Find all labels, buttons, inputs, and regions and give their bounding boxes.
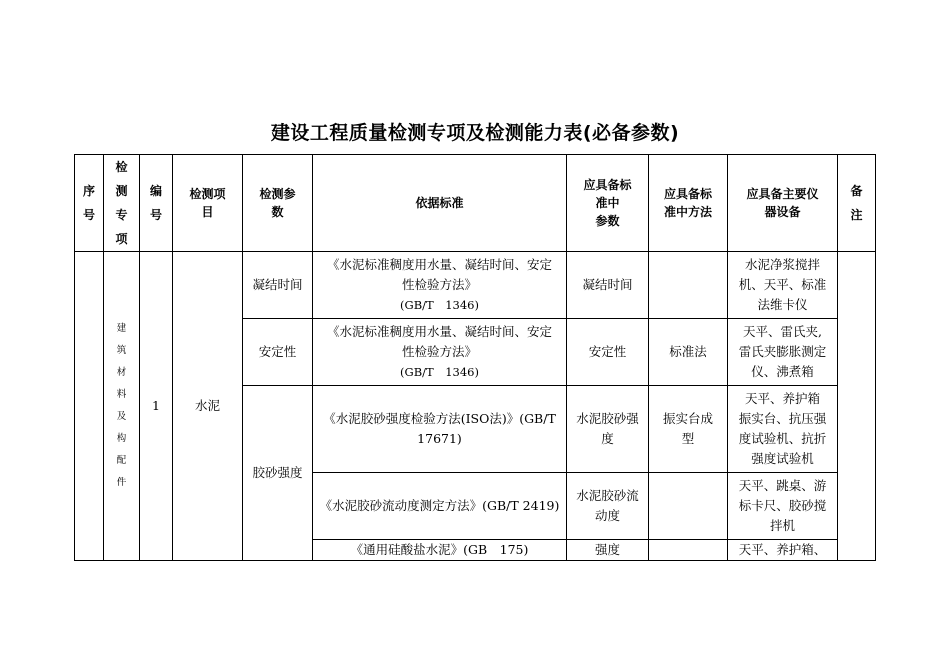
capability-table [74,154,876,561]
header-equipment: 应具备主要仪 器设备 [728,155,838,252]
method-cell: 振实台成 型 [649,386,728,473]
param-cell: 安定性 [243,319,313,386]
serial-cell [75,252,104,561]
equipment-cell: 水泥净浆搅拌 机、天平、标准 法维卡仪 [728,252,838,319]
header-number: 编 号 [140,155,173,252]
std-param-cell: 强度 [567,540,649,561]
header-standard: 依据标准 [313,155,567,252]
std-param-cell: 水泥胶砂流 动度 [567,473,649,540]
standard-cell: 《水泥胶砂强度检验方法(ISO法)》(GB/T 17671) [313,386,567,473]
method-cell [649,252,728,319]
header-row [75,155,876,252]
equipment-cell: 天平、雷氏夹, 雷氏夹膨胀测定 仪、沸煮箱 [728,319,838,386]
header-remarks: 备 注 [838,155,876,252]
standard-cell: 《水泥标准稠度用水量、凝结时间、安定 性检验方法》 (GB/T 1346) [313,319,567,386]
method-cell [649,540,728,561]
header-std-method: 应具备标 准中方法 [649,155,728,252]
param-cell: 胶砂强度 [243,386,313,561]
header-test-specialty: 检 测 专 项 [104,155,140,252]
remarks-cell [838,252,876,561]
std-param-cell: 凝结时间 [567,252,649,319]
equipment-cell: 天平、养护箱、 [728,540,838,561]
standard-cell: 《水泥胶砂流动度测定方法》(GB/T 2419) [313,473,567,540]
equipment-cell: 天平、跳桌、游 标卡尺、胶砂搅 拌机 [728,473,838,540]
std-param-cell: 水泥胶砂强 度 [567,386,649,473]
equipment-cell: 天平、养护箱 振实台、抗压强 度试验机、抗折 强度试验机 [728,386,838,473]
standard-cell: 《水泥标准稠度用水量、凝结时间、安定 性检验方法》 (GB/T 1346) [313,252,567,319]
page-title: 建设工程质量检测专项及检测能力表(必备参数) [270,122,680,144]
header-std-param: 应具备标 准中 参数 [567,155,649,252]
method-cell: 标准法 [649,319,728,386]
header-test-param: 检测参 数 [243,155,313,252]
item-cell: 水泥 [173,252,243,561]
number-cell: 1 [140,252,173,561]
table-row [75,252,876,319]
header-test-item: 检测项 目 [173,155,243,252]
param-cell: 凝结时间 [243,252,313,319]
method-cell [649,473,728,540]
standard-cell: 《通用硅酸盐水泥》(GB 175) [313,540,567,561]
category-cell: 建 筑 材 料 及 构 配 件 [104,252,140,561]
std-param-cell: 安定性 [567,319,649,386]
header-serial: 序 号 [75,155,104,252]
